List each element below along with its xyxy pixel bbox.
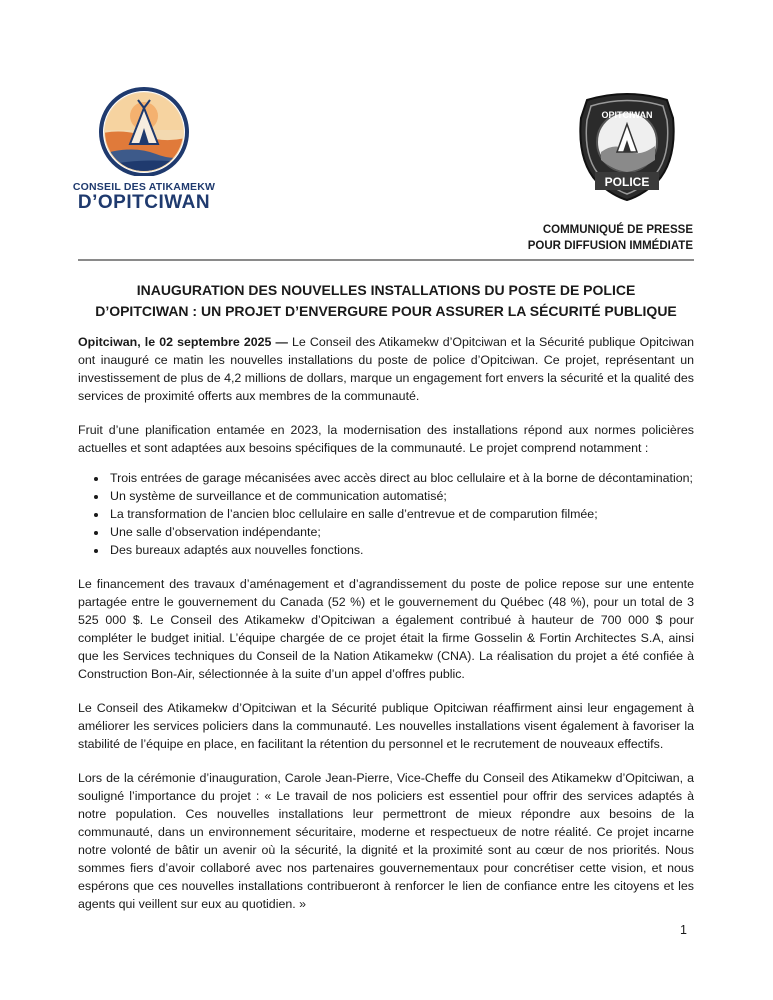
page-title	[78, 280, 694, 322]
header-divider	[78, 259, 694, 261]
paragraph-2: Fruit d’une planification entamée en 2023, la modernisation des installations répond aux normes policières actuelles et sont adaptées aux besoins spécifiques de la communauté. Le projet comprend notamment :	[78, 423, 694, 455]
paragraph-3: Le financement des travaux d’aménagement et d’agrandissement du poste de police repose sur une entente partagée entre le gouvernement du Canada (52 %) et le gouvernement du Québec (48 %), pour un total de 3 525 000 $. Le Conseil des Atikamekw d’Opitciwan a également contribué à hauteur de 700 000 $ pour compléter le budget initial. L’équipe chargée de ce projet était la firme Gosselin & Fortin Architectes S.A, ainsi que les Services techniques du Conseil de la Nation Atikamekw (CNA). La réalisation du projet a été confiée à Construction Bon-Air, sélectionnée à la suite d’un appel d’offres public.	[78, 577, 694, 681]
paragraph-5: Lors de la cérémonie d’inauguration, Carole Jean-Pierre, Vice-Cheffe du Conseil des Atikamekw d’Opitciwan, a souligné l’importance du projet : « Le travail de nos policiers est essentiel pour offrir des services adaptés à notre population. Ces nouvelles installations leur permettront de mieux répondre aux besoins de la communauté, dans un environnement sécuritaire, moderne et respectueux de notre réalité. Ce projet incarne notre volonté de bâtir un avenir où la sécurité, la dignité et la proximité sont au cœur de nos priorités. Nous sommes fiers d’avoir collaboré avec nos partenaires gouvernementaux pour concrétiser cette vision, et nous espérons que ces nouvelles installations contribueront à renforcer le lien de confiance entre les citoyens et les agents qui veillent sur eux au quotidien. »	[78, 771, 694, 911]
page-number: 1	[680, 923, 687, 937]
org-name-line2: D’OPITCIWAN	[77, 192, 211, 213]
list-item: • La transformation de l’ancien bloc cellulaire en salle d’entrevue et de comparution filmée;	[108, 505, 694, 523]
feature-list	[78, 469, 694, 559]
article-body	[78, 333, 694, 929]
org-name-line1: CONSEIL DES ATIKAMEKW	[72, 181, 216, 193]
press-line2: POUR DIFFUSION IMMÉDIATE	[527, 240, 693, 252]
list-item: • Un système de surveillance et de communication automatisé;	[108, 487, 694, 505]
title-line2: D’OPITCIWAN : UN PROJET D’ENVERGURE POUR ASSURER LA SÉCURITÉ PUBLIQUE	[95, 303, 677, 319]
list-item: • Des bureaux adaptés aux nouvelles fonctions.	[108, 541, 694, 559]
council-logo	[64, 86, 224, 216]
paragraph-4: Le Conseil des Atikamekw d’Opitciwan et la Sécurité publique Opitciwan réaffirment ainsi leur engagement à améliorer les services policiers dans la communauté. Les nouvelles installations visent également à favoriser la stabilité de l’équipe en place, en facilitant la rétention du personnel et le recrutement de nouveaux effectifs.	[78, 701, 694, 751]
paragraph-1	[78, 333, 694, 405]
police-badge	[571, 90, 683, 207]
badge-top-text: OPITCIWAN	[601, 110, 653, 120]
press-release-label	[528, 222, 693, 254]
council-emblem-icon	[86, 86, 202, 176]
paragraph-1-text: Le Conseil des Atikamekw d’Opitciwan et la Sécurité publique Opitciwan ont inauguré ce matin les nouvelles installations du poste de police d’Opitciwan. Ce projet, représentant un investissement de plus de 4,2 millions de dollars, marque un engagement fort envers la sécurité et la qualité des services de proximité offerts aux membres de la communauté.	[78, 335, 694, 403]
list-item: • Une salle d’observation indépendante;	[108, 523, 694, 541]
list-item: • Trois entrées de garage mécanisées avec accès direct au bloc cellulaire et à la borne de décontamination;	[108, 469, 694, 487]
badge-bottom-text: POLICE	[604, 175, 650, 189]
press-line1: COMMUNIQUÉ DE PRESSE	[542, 224, 693, 236]
police-badge-icon	[571, 90, 683, 202]
dateline: Opitciwan, le 02 septembre 2025 —	[78, 335, 288, 349]
title-line1: INAUGURATION DES NOUVELLES INSTALLATIONS DU POSTE DE POLICE	[136, 282, 636, 298]
